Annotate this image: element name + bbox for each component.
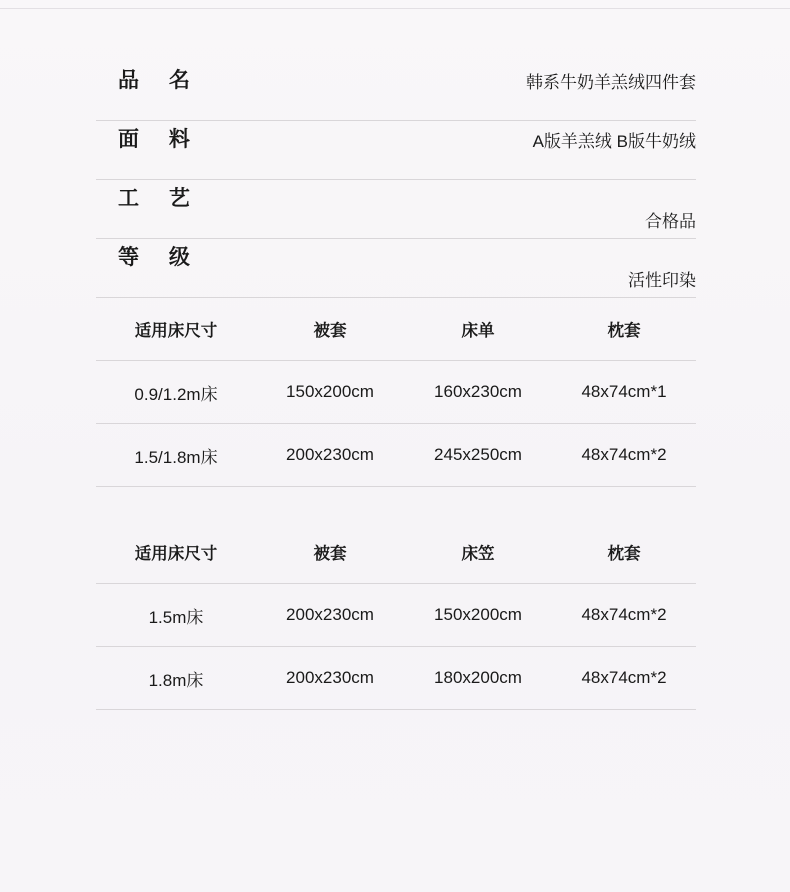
table-cell: 1.5m床 xyxy=(96,584,256,647)
spec-value: A版羊羔绒 B版牛奶绒 xyxy=(532,132,696,151)
spec-row-craft xyxy=(96,180,696,239)
column-header: 枕套 xyxy=(552,521,696,584)
column-header: 被套 xyxy=(256,521,404,584)
spec-value: 合格品 xyxy=(645,212,696,231)
spec-label: 面 料 xyxy=(118,128,202,151)
table-cell: 200x230cm xyxy=(256,647,404,710)
spec-row-grade xyxy=(96,239,696,298)
table-row xyxy=(96,361,696,424)
table-cell: 48x74cm*2 xyxy=(552,647,696,710)
table-cell: 180x200cm xyxy=(404,647,552,710)
table-spacer xyxy=(96,487,696,521)
table-cell: 48x74cm*1 xyxy=(552,361,696,424)
table-cell: 0.9/1.2m床 xyxy=(96,361,256,424)
size-table-quilt-cover-flat-sheet xyxy=(96,298,696,487)
spec-row-product-name xyxy=(96,62,696,121)
column-header: 枕套 xyxy=(552,298,696,361)
table-cell: 160x230cm xyxy=(404,361,552,424)
spec-row-material xyxy=(96,121,696,180)
table-cell: 48x74cm*2 xyxy=(552,584,696,647)
table-header-row xyxy=(96,521,696,584)
size-table-quilt-cover-fitted-sheet xyxy=(96,521,696,710)
column-header: 床笠 xyxy=(404,521,552,584)
spec-value: 韩系牛奶羊羔绒四件套 xyxy=(526,73,696,92)
spec-label: 工 艺 xyxy=(118,187,202,210)
table-cell: 150x200cm xyxy=(256,361,404,424)
table-header-row xyxy=(96,298,696,361)
table-cell: 1.5/1.8m床 xyxy=(96,424,256,487)
top-divider xyxy=(0,8,790,9)
table-cell: 48x74cm*2 xyxy=(552,424,696,487)
spec-sheet xyxy=(96,62,696,710)
table-row xyxy=(96,584,696,647)
column-header: 适用床尺寸 xyxy=(96,298,256,361)
table-cell: 245x250cm xyxy=(404,424,552,487)
table-row xyxy=(96,647,696,710)
table-cell: 200x230cm xyxy=(256,584,404,647)
spec-label: 品 名 xyxy=(118,69,202,92)
column-header: 适用床尺寸 xyxy=(96,521,256,584)
table-cell: 150x200cm xyxy=(404,584,552,647)
column-header: 床单 xyxy=(404,298,552,361)
table-row xyxy=(96,424,696,487)
column-header: 被套 xyxy=(256,298,404,361)
table-cell: 1.8m床 xyxy=(96,647,256,710)
table-cell: 200x230cm xyxy=(256,424,404,487)
spec-label: 等 级 xyxy=(118,246,202,269)
spec-value: 活性印染 xyxy=(628,271,696,290)
